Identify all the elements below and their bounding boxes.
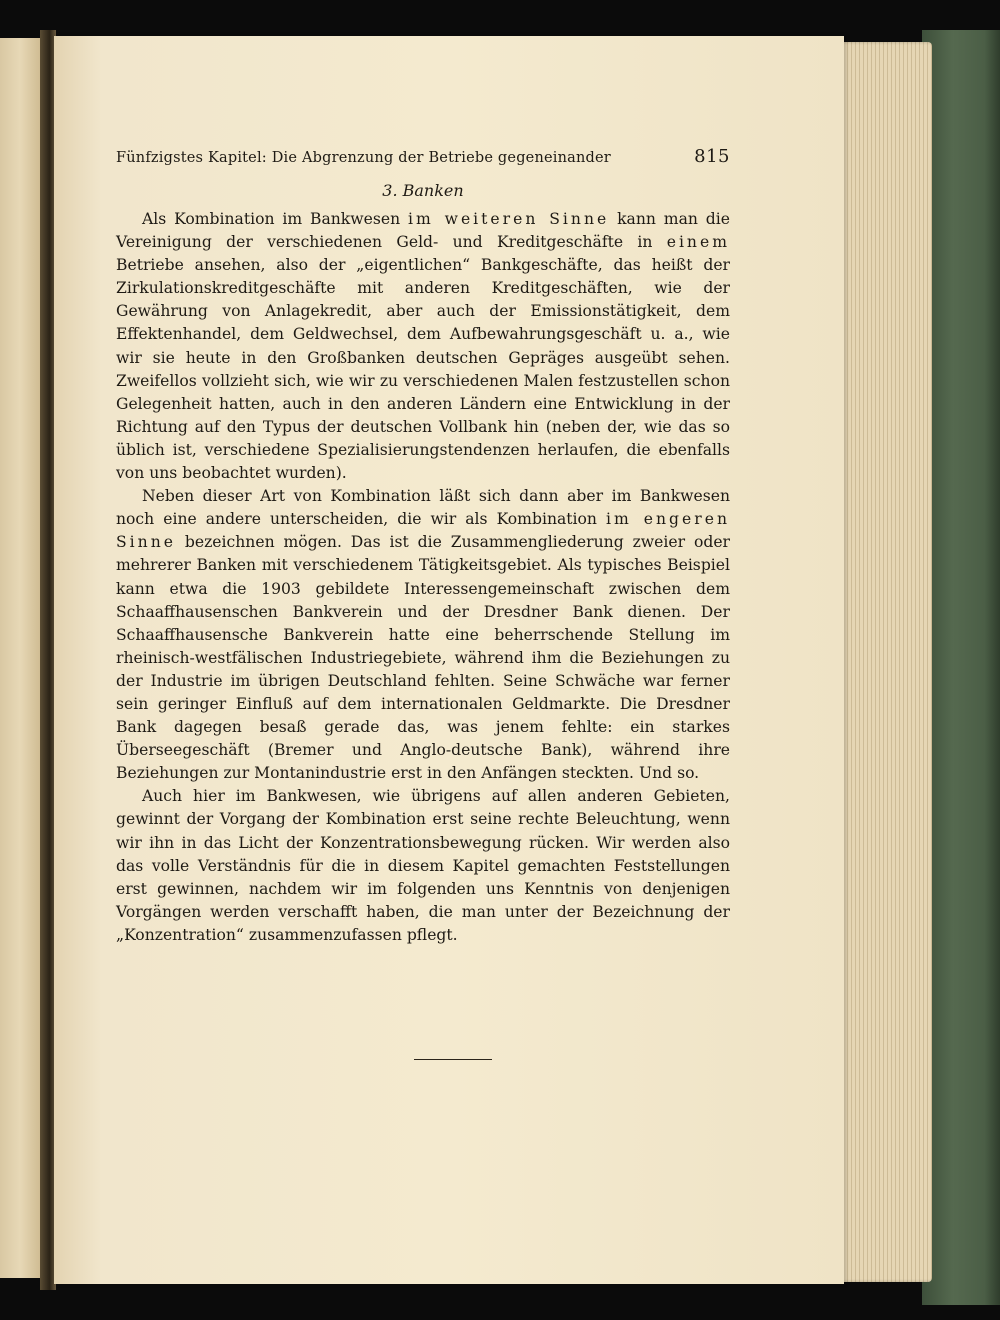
end-rule [414,1059,492,1060]
paragraph-2-spaced-1: im engeren Sinne [116,510,730,552]
paragraph-3-text: Auch hier im Bankwesen, wie übrigens auf allen anderen Gebieten, gewinnt der Vorgang der Kombination erst seine rechte Beleuchtung, wenn wir ihn in das Licht der Konzentrationsbewegung rücken. Wir werden also das volle Verständnis für die in diesem Kapitel gemachten Feststellungen erst gewinnen, nachdem wir im folgenden uns Kenntnis von denjenigen Vorgängen werden verschafft haben, die man unter der Bezeichnung der „Konzentration“ zusammenzufassen pflegt. [116,787,730,944]
paragraph-1-part-a: Als Kombination im Bankwesen [142,210,408,228]
page-edges [836,42,932,1282]
paragraph-1-part-c: Betriebe ansehen, also der „eigentlichen“ Bankgeschäfte, das heißt der Zirkulationskreditgeschäfte mit anderen Kreditgeschäften, wie der Gewährung von Anlagekredit, aber auch der Emissionstätigkeit, dem Effektenhandel, dem Geldwechsel, dem Aufbewahrungsgeschäft u. a., wie wir sie heute in den Großbanken deutschen Gepräges ausgeübt sehen. Zweifellos vollzieht sich, wie wir zu verschiedenen Malen festzustellen schon Gelegenheit hatten, auch in den anderen Ländern eine Entwicklung in der Richtung auf den Typus der deutschen Vollbank hin (neben der, wie das so üblich ist, verschiedene Spezialisierungstendenzen herlaufen, die ebenfalls von uns beobachtet wurden). [116,256,730,483]
running-header [116,146,730,167]
paragraph-2-part-a: Neben dieser Art von Kombination läßt sich dann aber im Bankwesen noch eine andere unterscheiden, die wir als Kombination [116,487,730,529]
paragraph-1-spaced-1: im weiteren Sinne [407,210,610,228]
paragraph-2-part-b: bezeichnen mögen. Das ist die Zusammengliederung zweier oder mehrerer Banken mit verschiedenem Tätigkeitsgebiet. Als typisches Beispiel kann etwa die 1903 gebildete Interessengemeinschaft zwischen dem Schaaffhausenschen Bankverein und der Dresdner Bank dienen. Der Schaaffhausensche Bankverein hatte eine beherrschende Stellung im rheinisch-westfälischen Industriegebiete, während ihm die Beziehungen zu der Industrie im übrigen Deutschland fehlten. Seine Schwäche war ferner sein geringer Einfluß auf dem internationalen Geldmarkte. Die Dresdner Bank dagegen besaß gerade das, was jenem fehlte: ein starkes Überseegeschäft (Bremer und Anglo-deutsche Bank), während ihre Beziehungen zur Montanindustrie erst in den Anfängen steckten. Und so. [116,533,730,783]
paragraph-3 [116,785,730,947]
paragraph-1-spaced-2: einem [666,233,730,252]
paragraph-1 [116,208,730,485]
paragraph-1-part-b: kann man die Vereinigung der verschiedenen Geld- und Kreditgeschäfte in [116,210,730,252]
page-number: 815 [694,146,730,167]
running-title: Fünfzigstes Kapitel: Die Abgrenzung der Betriebe gegeneinander [116,150,611,166]
book-page [54,36,844,1284]
paragraph-2 [116,485,730,785]
book-cover-edge [922,30,1000,1305]
section-title: 3. Banken [382,181,464,200]
page-text-block [116,146,730,947]
